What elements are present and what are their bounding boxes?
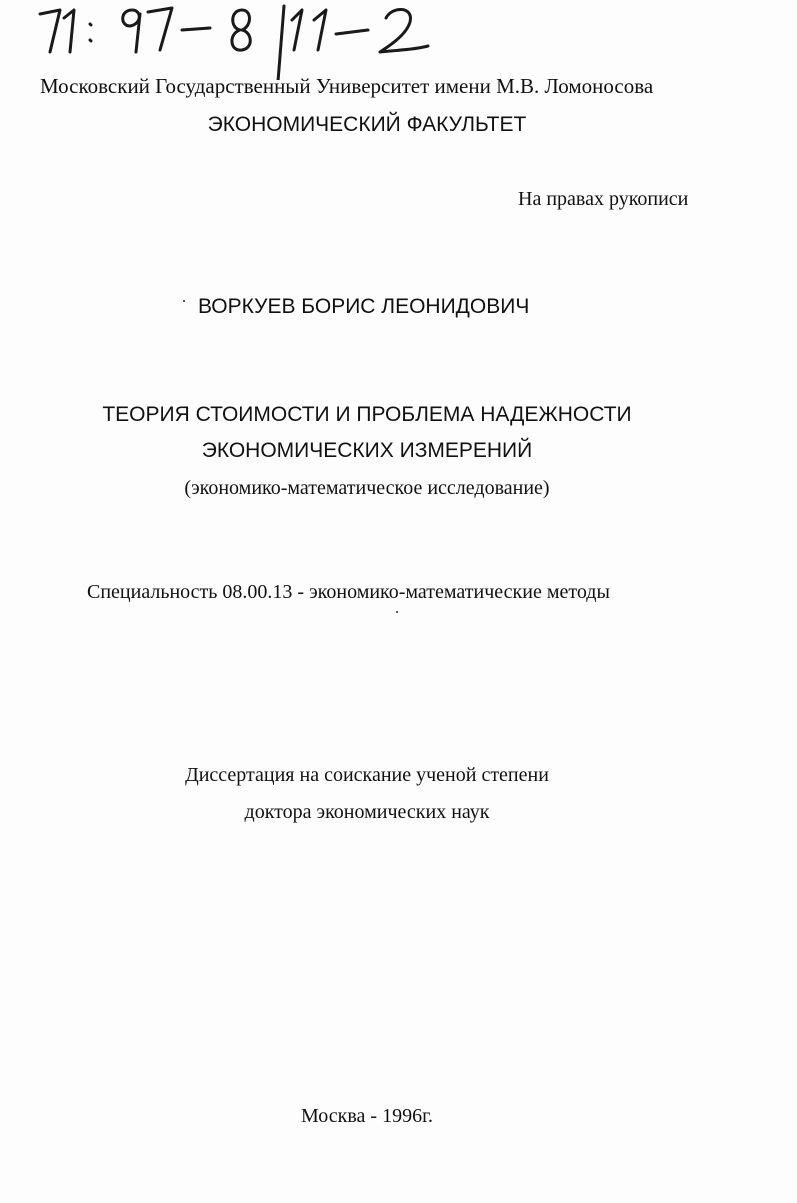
- degree-line2: доктора экономических наук: [244, 801, 490, 823]
- mark-speck: [396, 611, 398, 613]
- university-name: Московский Государственный Университет имени М.В. Ломоносова: [40, 74, 654, 98]
- handwritten-archive-number: [30, 0, 460, 80]
- faculty-name: ЭКОНОМИЧЕСКИЙ ФАКУЛЬТЕТ: [207, 113, 527, 136]
- mark-speck: [183, 300, 185, 302]
- dissertation-title-line2: ЭКОНОМИЧЕСКИХ ИЗМЕРЕНИЙ: [201, 439, 533, 462]
- author-name: ВОРКУЕВ БОРИС ЛЕОНИДОВИЧ: [198, 295, 530, 318]
- manuscript-note: На правах рукописи: [518, 188, 689, 210]
- place-and-year: Москва - 1996г.: [300, 1105, 434, 1127]
- specialty: Специальность 08.00.13 - экономико-математические методы: [87, 581, 610, 603]
- dissertation-subtitle: (экономико-математическое исследование): [184, 477, 550, 499]
- degree-line1: Диссертация на соискание ученой степени: [185, 764, 549, 786]
- dissertation-title-line1: ТЕОРИЯ СТОИМОСТИ И ПРОБЛЕМА НАДЕЖНОСТИ: [102, 403, 632, 426]
